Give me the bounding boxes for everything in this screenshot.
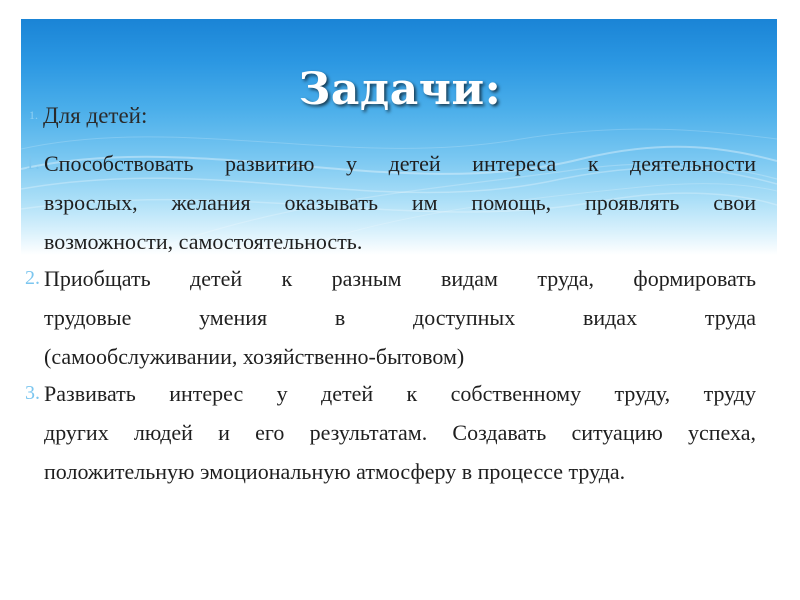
- task-item-2: [25, 259, 756, 376]
- subheading: [29, 103, 148, 129]
- slide-title-colon: :: [484, 64, 502, 115]
- task-3-line-1: Развивать интерес у детей к собственному труду, труду: [44, 381, 756, 406]
- task-1-line-2: взрослых, желания оказывать им помощь, проявлять свои: [44, 190, 756, 215]
- task-3-line-3: положительную эмоциональную атмосферу в процессе труда.: [44, 459, 626, 484]
- task-1-line-3: возможности, самостоятельность.: [44, 229, 363, 254]
- subheading-text: Для детей:: [43, 103, 148, 128]
- task-2-line-2: трудовые умения в доступных видах труда: [44, 305, 756, 330]
- task-3-line-2: других людей и его результатам. Создавать ситуацию успеха,: [44, 420, 756, 445]
- task-2-line-3: (самообслуживании, хозяйственно-бытовом): [44, 344, 465, 369]
- task-item-1: [25, 144, 756, 261]
- task-number-1: 1.: [25, 152, 40, 174]
- task-number-3: 3.: [25, 382, 40, 404]
- task-number-2: 2.: [25, 267, 40, 289]
- slide-title-word: Задачи: [298, 64, 485, 115]
- task-item-3: [25, 374, 756, 491]
- subheading-marker: 1.: [29, 108, 38, 122]
- task-2-line-1: Приобщать детей к разным видам труда, формировать: [44, 266, 756, 291]
- task-1-line-1: Способствовать развитию у детей интереса к деятельности: [44, 151, 756, 176]
